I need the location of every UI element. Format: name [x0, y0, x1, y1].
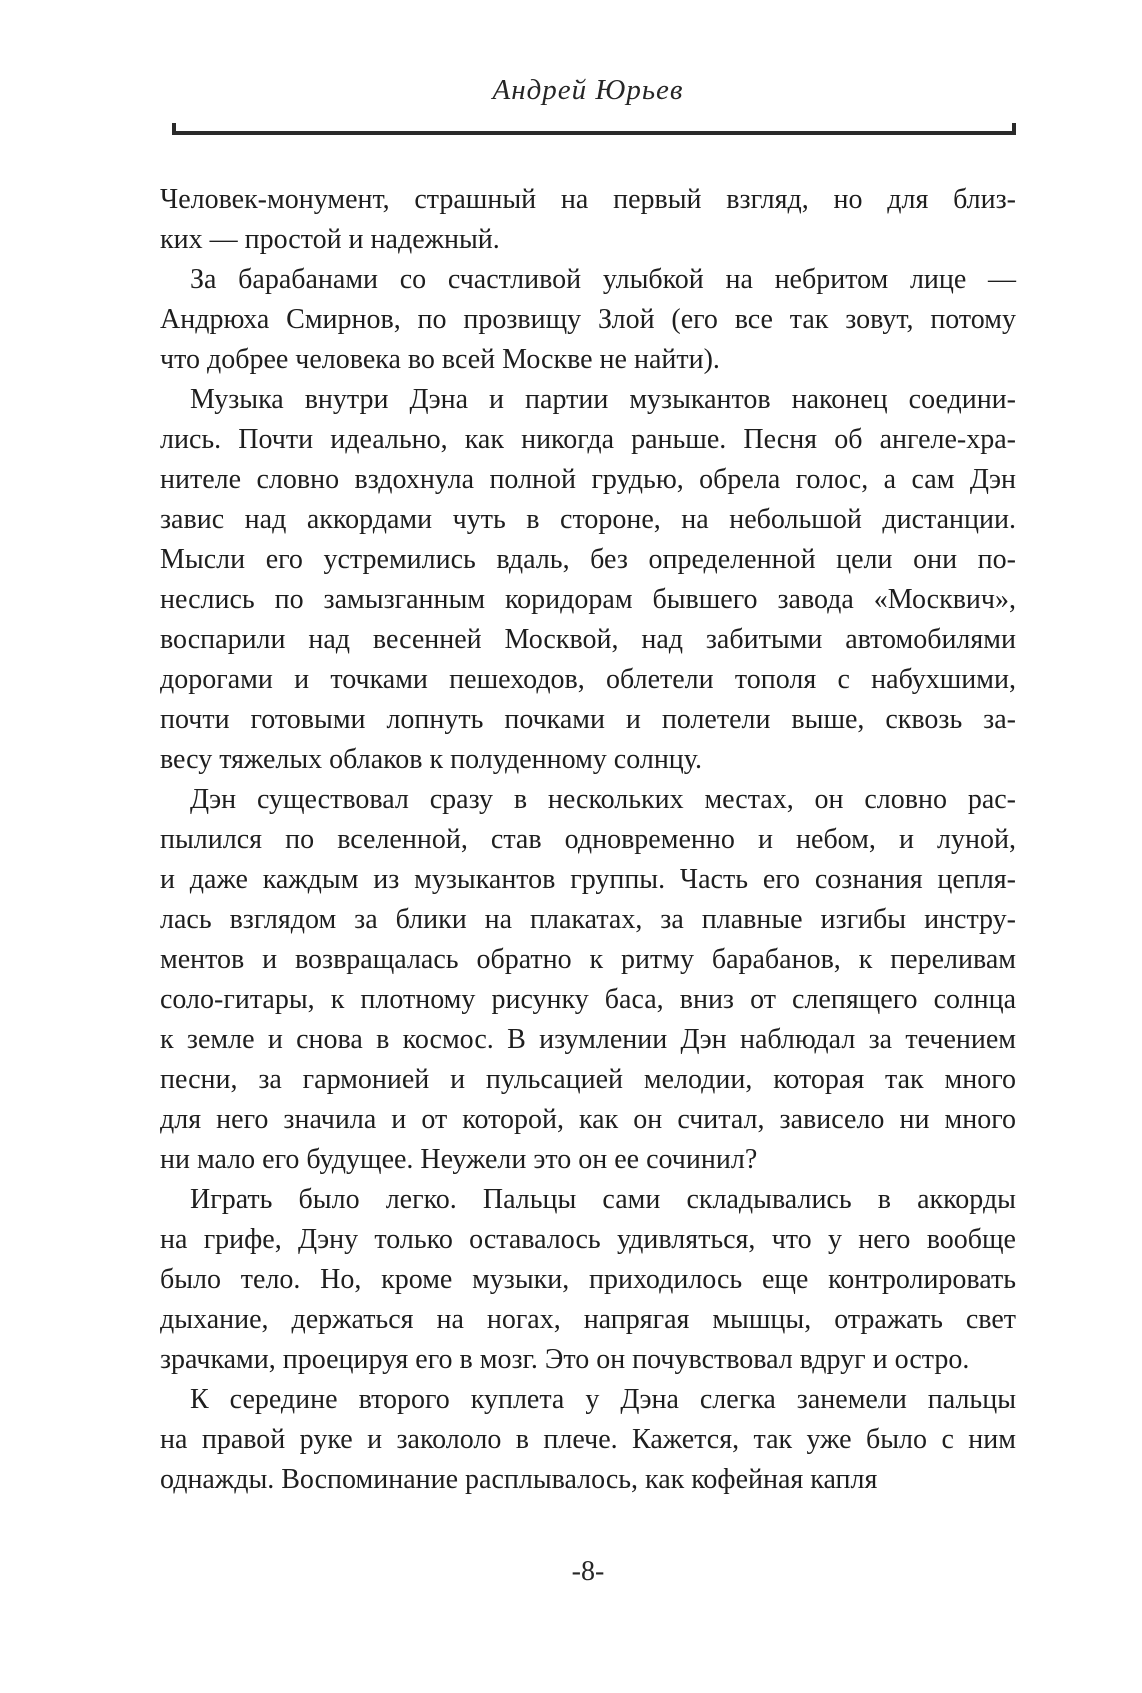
text-line: к земле и снова в космос. В изумлении Дэн наблюдал за течением: [160, 1024, 1016, 1055]
text-line: Андрюха Смирнов, по прозвищу Злой (его все так зовут, потому: [160, 304, 1016, 335]
text-line: лись. Почти идеально, как никогда раньше. Песня об ангеле-хра-: [160, 424, 1016, 455]
text-line: ких — простой и надежный.: [160, 224, 500, 255]
text-line: Дэн существовал сразу в нескольких местах, он словно рас-: [190, 784, 1016, 815]
text-line: Мысли его устремились вдаль, без определенной цели они по-: [160, 544, 1016, 575]
text-line: ментов и возвращалась обратно к ритму барабанов, к переливам: [160, 944, 1016, 975]
text-line: что добрее человека во всей Москве не найти).: [160, 344, 720, 375]
page-number: -8-: [571, 1556, 605, 1587]
rule-left-tick: [172, 123, 176, 135]
text-line: зрачками, проецируя его в мозг. Это он почувствовал вдруг и остро.: [160, 1344, 970, 1375]
text-line: на грифе, Дэну только оставалось удивляться, что у него вообще: [160, 1224, 1016, 1255]
rule-right-tick: [1012, 123, 1016, 135]
text-line: весу тяжелых облаков к полуденному солнцу.: [160, 744, 702, 775]
text-line: для него значила и от которой, как он считал, зависело ни много: [160, 1104, 1016, 1135]
text-line: Играть было легко. Пальцы сами складывались в аккорды: [190, 1184, 1016, 1215]
text-line: Человек-монумент, страшный на первый взгляд, но для близ-: [160, 184, 1016, 215]
header-rule: [172, 131, 1016, 135]
text-line: Музыка внутри Дэна и партии музыкантов наконец соедини-: [190, 384, 1016, 415]
text-line: неслись по замызганным коридорам бывшего завода «Москвич»,: [160, 584, 1016, 615]
text-line: пылился по вселенной, став одновременно и небом, и луной,: [160, 824, 1016, 855]
text-line: песни, за гармонией и пульсацией мелодии, которая так много: [160, 1064, 1016, 1095]
running-header: Андрей Юрьев: [492, 74, 684, 106]
text-line: на правой руке и закололо в плече. Кажется, так уже было с ним: [160, 1424, 1016, 1455]
text-line: воспарили над весенней Москвой, над забитыми автомобилями: [160, 624, 1016, 655]
text-line: завис над аккордами чуть в стороне, на небольшой дистанции.: [160, 504, 1016, 535]
text-line: дорогами и точками пешеходов, облетели тополя с набухшими,: [160, 664, 1016, 695]
text-line: лась взглядом за блики на плакатах, за плавные изгибы инстру-: [160, 904, 1016, 935]
text-line: нителе словно вздохнула полной грудью, обрела голос, а сам Дэн: [160, 464, 1016, 495]
text-line: почти готовыми лопнуть почками и полетели выше, сквозь за-: [160, 704, 1016, 735]
text-line: За барабанами со счастливой улыбкой на небритом лице —: [190, 264, 1016, 295]
text-line: соло-гитары, к плотному рисунку баса, вниз от слепящего солнца: [160, 984, 1016, 1015]
text-line: К середине второго куплета у Дэна слегка занемели пальцы: [190, 1384, 1016, 1415]
body-text: [160, 180, 1016, 1500]
text-line: ни мало его будущее. Неужели это он ее сочинил?: [160, 1144, 758, 1175]
text-line: было тело. Но, кроме музыки, приходилось еще контролировать: [160, 1264, 1016, 1295]
text-line: дыхание, держаться на ногах, напрягая мышцы, отражать свет: [160, 1304, 1016, 1335]
text-line: однажды. Воспоминание расплывалось, как кофейная капля: [160, 1464, 878, 1495]
text-line: и даже каждым из музыкантов группы. Часть его сознания цепля-: [160, 864, 1016, 895]
